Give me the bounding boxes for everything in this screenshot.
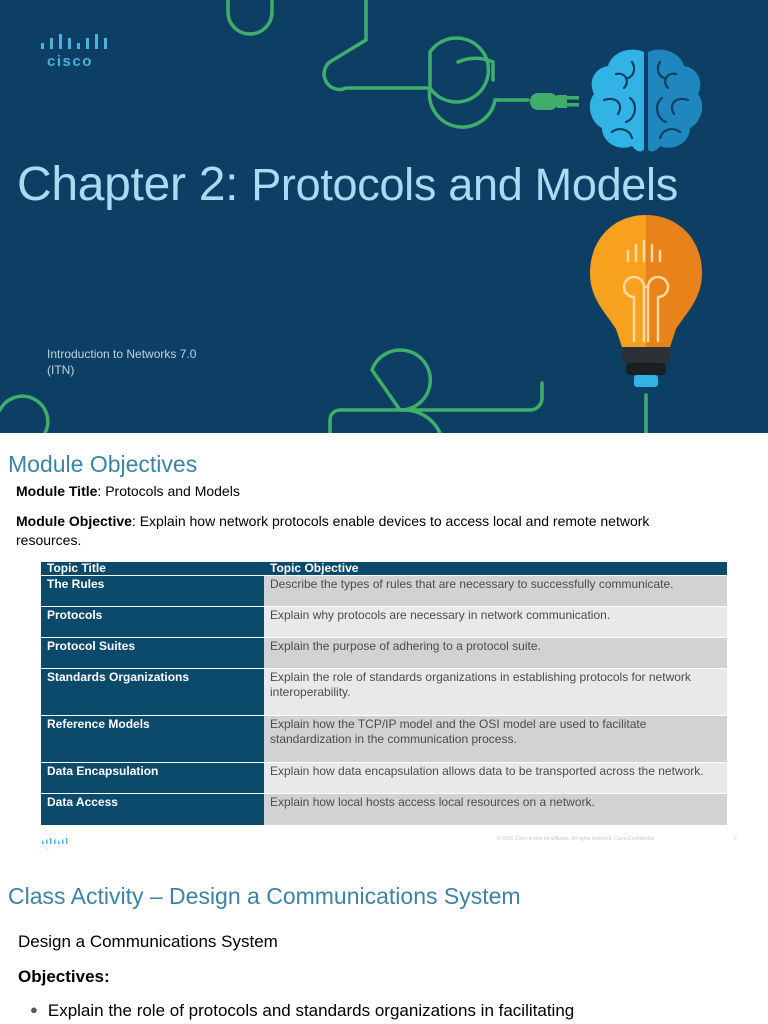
topics-table: [41, 562, 727, 825]
lightbulb-icon: [586, 213, 708, 391]
chapter-number: Chapter 2:: [17, 158, 239, 211]
topic-objective-cell: Explain how data encapsulation allows data to be transported across the network.: [264, 763, 727, 794]
activity-subtitle: Design a Communications System: [18, 932, 278, 951]
header-topic-objective: Topic Objective: [264, 562, 727, 576]
plug-icon: [527, 86, 583, 116]
cisco-logo-icon: [40, 34, 110, 52]
slide-title: Class Activity – Design a Communications System: [8, 883, 521, 909]
objectives-label: Objectives:: [18, 967, 110, 986]
topic-title-cell: The Rules: [41, 576, 264, 607]
class-activity-slide: [0, 850, 768, 1024]
module-title-label: Module Title: [16, 483, 98, 499]
course-code: (ITN): [47, 363, 75, 377]
module-objective-value: : Explain how network protocols enable devices to access local and remote network resources.: [16, 513, 650, 548]
topic-title-cell: Data Encapsulation: [41, 763, 264, 794]
title-slide: [0, 0, 768, 433]
table-row: [41, 716, 727, 763]
cisco-footer-logo-icon: [42, 838, 70, 844]
chapter-title: [17, 157, 678, 212]
topic-title-cell: Data Access: [41, 794, 264, 825]
topic-title-cell: Protocols: [41, 607, 264, 638]
footer-copyright: © 2016 Cisco and/or its affiliates. All rights reserved. Cisco Confidential: [497, 836, 655, 842]
module-objective-line: [16, 512, 716, 550]
topic-objective-cell: Explain the purpose of adhering to a protocol suite.: [264, 638, 727, 669]
module-title-line: [16, 482, 240, 501]
footer-page-number: 2: [734, 836, 737, 842]
cisco-logo-text: cisco: [47, 53, 93, 70]
module-objective-label: Module Objective: [16, 513, 132, 529]
table-row: [41, 763, 727, 794]
table-row: [41, 669, 727, 716]
course-name: Introduction to Networks 7.0: [47, 347, 197, 361]
table-row: [41, 607, 727, 638]
course-info: [47, 346, 196, 378]
topic-title-cell: Standards Organizations: [41, 669, 264, 716]
module-title-value: : Protocols and Models: [97, 483, 240, 499]
bullet-icon: ●: [30, 1002, 38, 1017]
bullet-text: Explain the role of protocols and standards organizations in facilitating: [47, 1001, 575, 1020]
topic-objective-cell: Explain how the TCP/IP model and the OSI model are used to facilitate standardization in the communication process.: [264, 716, 727, 763]
brain-icon: [586, 44, 706, 158]
slide-title: Module Objectives: [8, 451, 198, 477]
topic-objective-cell: Describe the types of rules that are necessary to successfully communicate.: [264, 576, 727, 607]
topic-title-cell: Protocol Suites: [41, 638, 264, 669]
topic-objective-cell: Explain the role of standards organizations in establishing protocols for network interoperability.: [264, 669, 727, 716]
chapter-name: Protocols and Models: [251, 159, 678, 210]
header-topic-title: Topic Title: [41, 562, 264, 576]
list-item: [30, 1001, 574, 1021]
topic-objective-cell: Explain why protocols are necessary in network communication.: [264, 607, 727, 638]
table-row: [41, 638, 727, 669]
topic-title-cell: Reference Models: [41, 716, 264, 763]
table-row: [41, 794, 727, 825]
module-objectives-slide: [0, 433, 768, 850]
table-header-row: [41, 562, 727, 576]
table-row: [41, 576, 727, 607]
topic-objective-cell: Explain how local hosts access local resources on a network.: [264, 794, 727, 825]
